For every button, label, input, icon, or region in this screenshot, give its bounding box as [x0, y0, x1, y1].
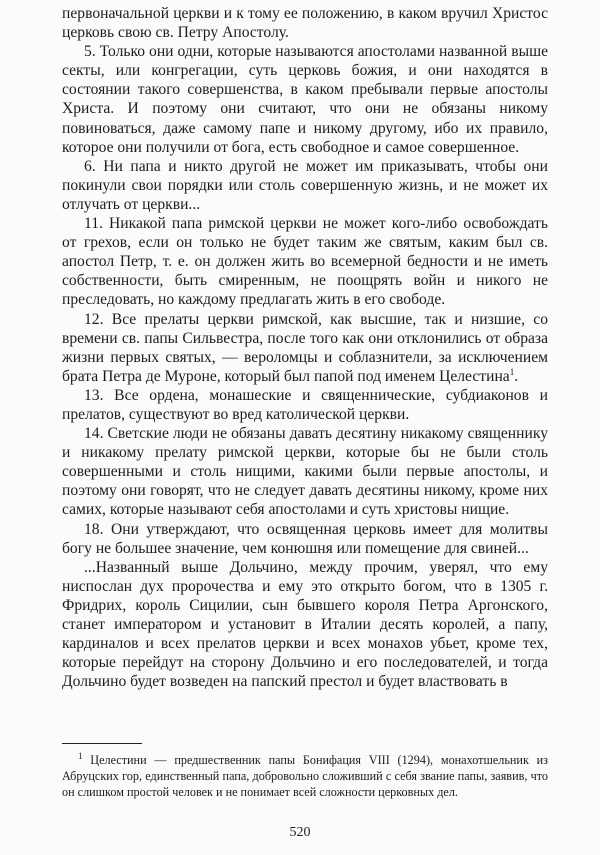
paragraph-18: 18. Они утверждают, что освященная церковь имеет для молитвы богу не большее значение, чем конюшня или помещение для свиней... — [62, 520, 548, 557]
paragraph-6: 6. Ни папа и никто другой не может им приказывать, чтобы они покинули свои порядки или столь совершенную жизнь, и не может их отлучать от церкви... — [62, 157, 548, 213]
footnote-divider — [62, 743, 142, 744]
paragraph-14: 14. Светские люди не обязаны давать десятину никакому священнику и никакому прелату римской церкви, которые бы не были столь совершенными и столь нищими, какими были первые апостолы, и поэтому они говорят, что не следует давать десятины никому, кроме них самих, которые называют себя апостолами и суть христовы нищие. — [62, 425, 548, 519]
footnote — [62, 752, 548, 800]
main-text — [62, 4, 548, 691]
paragraph-12: 12. Все прелаты церкви римской, как высшие, так и низшие, со времени св. папы Сильвестра, после того как они отклонились от образа жизни первых святых, — вероломцы и соблазнители, за исключением брата Петра де Муроне, который был папой под именем Целестина$^1$. — [62, 310, 548, 385]
page-number: 520 — [289, 825, 311, 840]
paragraph-11: 11. Никакой папа римской церкви не может кого-либо освобождать от грехов, если он только не будет таким же святым, каким был св. апостол Петр, т. е. он должен жить во всемерной бедности и не иметь собственности, быть смиренным, не поощрять войн и никого не преследовать, но каждому предлагать жить в его свободе. — [62, 215, 548, 309]
footnote-reference[interactable]: 1 — [509, 366, 515, 377]
paragraph-13: 13. Все ордена, монашеские и священнические, субдиаконов и прелатов, существуют во вред католической церкви. — [62, 386, 548, 423]
paragraph-continuation: первоначальной церкви и к тому ее положению, в каком вручил Христос церковь свою св. Петру Апостолу. — [62, 5, 548, 42]
footnote-mark: 1 — [78, 750, 83, 761]
paragraph-12-text: 12. Все прелаты церкви римской, как высшие, так и низшие, со времени св. папы Сильвестра, после того как они отклонились от образа жизни первых святых, — вероломцы и соблазнители, за исключением брата Петра де Муроне, который был папой под именем Целестина — [62, 310, 548, 385]
paragraph-dolcino: ...Названный выше Дольчино, между прочим, уверял, что ему ниспослан дух пророчества и ему это открыто богом, что в 1305 г. Фридрих, король Сицилии, сын бывшего короля Петра Аргонского, станет императором и установит в Италии десять королей, а папу, кардиналов и всех прелатов церкви и всех монахов убьет, кроме тех, которые перейдут на сторону Дольчино и его последователей, и тогда Дольчино будет возведен на папский престол и будет властвовать в — [62, 558, 548, 691]
footnote-text: Целестини — предшественник папы Бонифация VIII (1294), монахотшельник из Абруцских гор, единственный папа, добровольно сложивший с себя звание папы, заявив, что он слишком простой человек и не понимает всей сложности церковных дел. — [62, 753, 549, 799]
paragraph-5: 5. Только они одни, которые называются апостолами названной выше секты, или конгрегации, суть церковь божия, и они находятся в состоянии такого совершенства, в каком пребывали первые апостолы Христа. И поэтому они считают, что они не обязаны никому повиноваться, даже самому папе и никому другому, ибо их правило, которое они получили от бога, есть свободное и самое совершенное. — [62, 43, 548, 156]
